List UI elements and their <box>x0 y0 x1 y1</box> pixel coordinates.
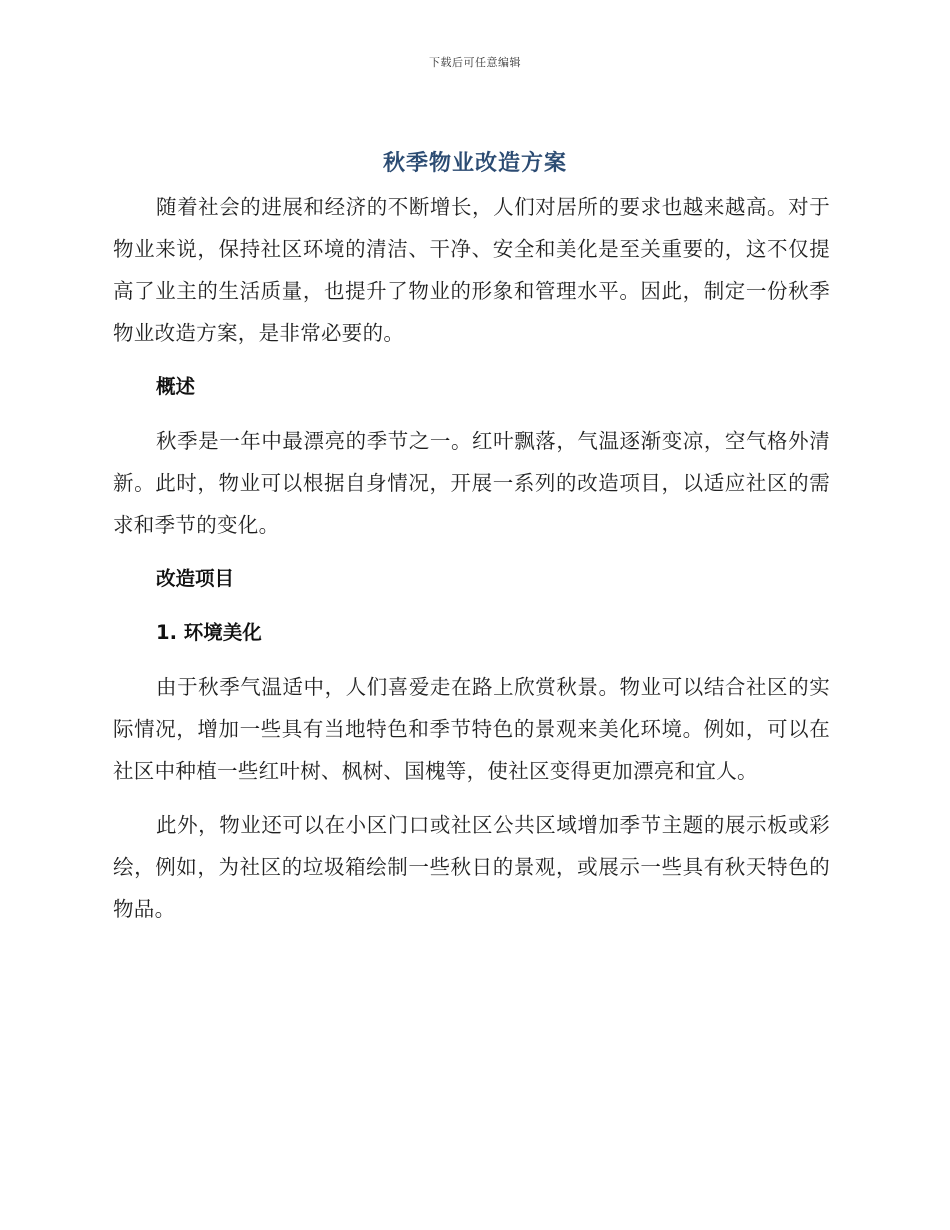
overview-paragraph: 秋季是一年中最漂亮的季节之一。红叶飘落，气温逐渐变凉，空气格外清新。此时，物业可以根据自身情况，开展一系列的改造项目，以适应社区的需求和季节的变化。 <box>113 429 830 537</box>
document-title: 秋季物业改造方案 <box>382 151 567 176</box>
environment-paragraph-1: 由于秋季气温适中，人们喜爱走在路上欣赏秋景。物业可以结合社区的实际情况，增加一些具有当地特色和季节特色的景观来美化环境。例如，可以在社区中种植一些红叶树、枫树、国槐等，使社区变得更加漂亮和宜人。 <box>113 675 830 783</box>
section-heading-projects: 改造项目 <box>156 567 235 590</box>
subsection-heading-environment: 1. 环境美化 <box>156 621 262 644</box>
environment-paragraph-2: 此外，物业还可以在小区门口或社区公共区域增加季节主题的展示板或彩绘，例如，为社区的垃圾箱绘制一些秋日的景观，或展示一些具有秋天特色的物品。 <box>113 813 830 921</box>
document-body <box>113 186 830 930</box>
page-header-note: 下载后可任意编辑 <box>429 56 521 69</box>
intro-paragraph: 随着社会的进展和经济的不断增长，人们对居所的要求也越来越高。对于物业来说，保持社区环境的清洁、干净、安全和美化是至关重要的，这不仅提高了业主的生活质量，也提升了物业的形象和管理水平。因此，制定一份秋季物业改造方案，是非常必要的。 <box>113 195 830 345</box>
section-heading-overview: 概述 <box>156 375 196 398</box>
